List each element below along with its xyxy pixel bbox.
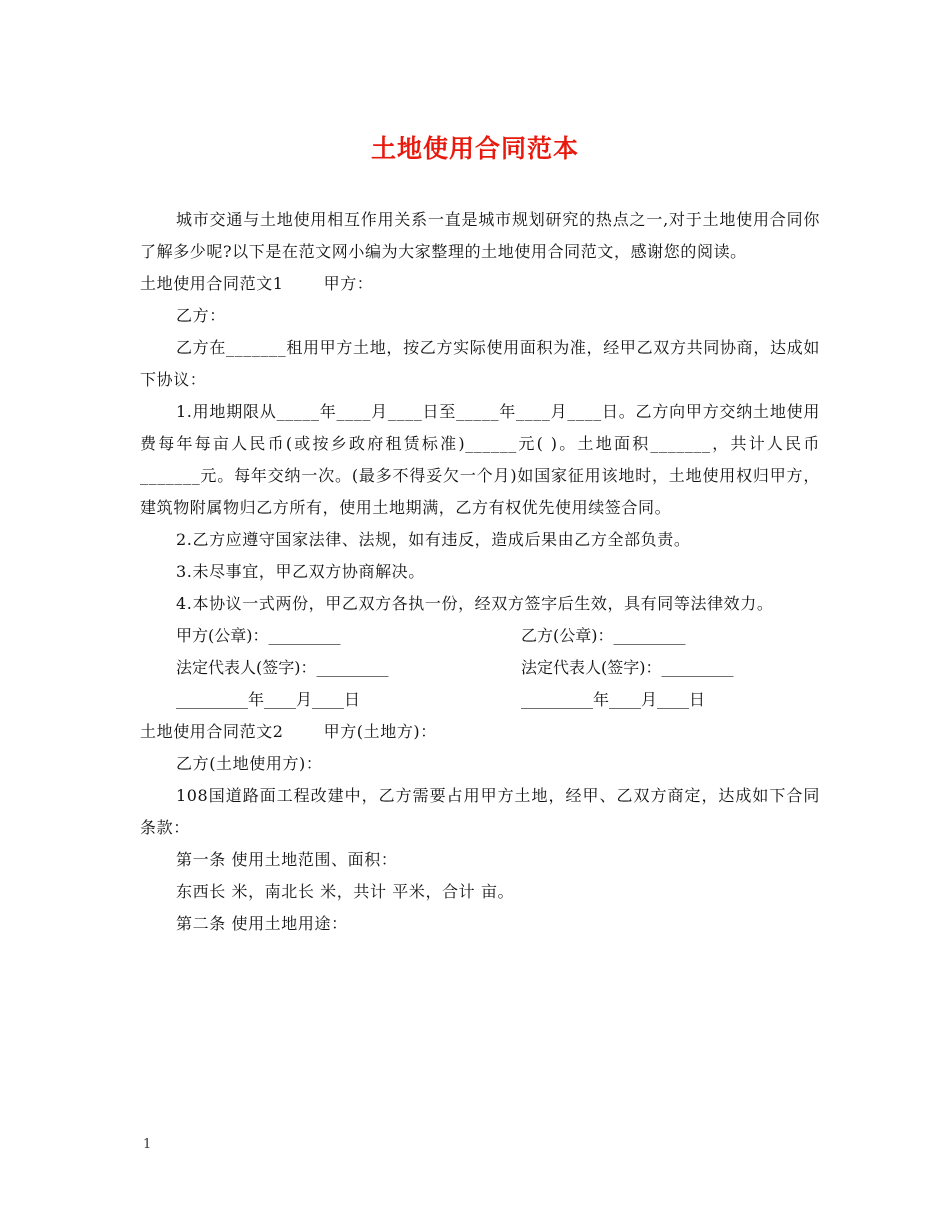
party-a-seal-field: 甲方(公章)：_________ [176, 626, 341, 645]
sample2-paragraph: 108国道路面工程改建中，乙方需要占用甲方土地，经甲、乙双方商定，达成如下合同条款： [140, 786, 820, 837]
article-1-body: 东西长 米，南北长 米，共计 平米，合计 亩。 [176, 882, 515, 901]
party-a-date-field: _________年____月____日 [176, 690, 361, 709]
party-b-date-field: _________年____月____日 [521, 690, 706, 709]
sample1-item-1: 1.用地期限从_____年____月____日至_____年____月____日。乙方向甲方交纳土地使用费每年每亩人民币(或按乡政府租赁标准)______元( )。土地面积_______，共计人民币_______元。每年交纳一次。(最多不得妥欠一个月)如国家征用该地时，土地使用权归甲方，建筑物附属物归乙方所有，使用土地期满，乙方有权优先使用续签合同。 [140, 402, 820, 517]
sample1-party-b: 乙方： [176, 306, 226, 325]
sample2-party-b: 乙方(土地使用方)： [176, 754, 323, 773]
sample1-heading-line [140, 268, 820, 300]
sample2-party-a: 甲方(土地方)： [323, 722, 437, 741]
sample1-paragraph: 乙方在_______租用甲方土地，按乙方实际使用面积为准，经甲乙双方共同协商，达成如下协议： [140, 338, 820, 389]
document-body [140, 204, 820, 940]
article-2-title: 第二条 使用土地用途： [176, 914, 348, 933]
sample1-item-4: 4.本协议一式两份，甲乙双方各执一份，经双方签字后生效，具有同等法律效力。 [176, 594, 774, 613]
signature-row-date [140, 684, 820, 716]
party-b-seal-field: 乙方(公章)：_________ [521, 626, 686, 645]
signature-row-seal [140, 620, 820, 652]
sample2-heading-line [140, 716, 820, 748]
intro-paragraph: 城市交通与土地使用相互作用关系一直是城市规划研究的热点之一,对于土地使用合同你了解多少呢?以下是在范文网小编为大家整理的土地使用合同范文，感谢您的阅读。 [140, 210, 820, 261]
sample1-heading: 土地使用合同范文1 [140, 274, 284, 293]
sample1-party-a: 甲方： [323, 274, 374, 293]
party-a-representative-field: 法定代表人(签字)：_________ [176, 658, 389, 677]
signature-row-representative [140, 652, 820, 684]
article-1-title: 第一条 使用土地范围、面积： [176, 850, 398, 869]
sample2-heading: 土地使用合同范文2 [140, 722, 284, 741]
page-number: 1 [143, 1137, 152, 1152]
sample1-item-2: 2.乙方应遵守国家法律、法规，如有违反，造成后果由乙方全部负责。 [176, 530, 691, 549]
party-b-representative-field: 法定代表人(签字)：_________ [521, 658, 734, 677]
sample1-item-3: 3.未尽事宜，甲乙双方协商解决。 [176, 562, 425, 581]
document-title: 土地使用合同范本 [370, 134, 579, 163]
